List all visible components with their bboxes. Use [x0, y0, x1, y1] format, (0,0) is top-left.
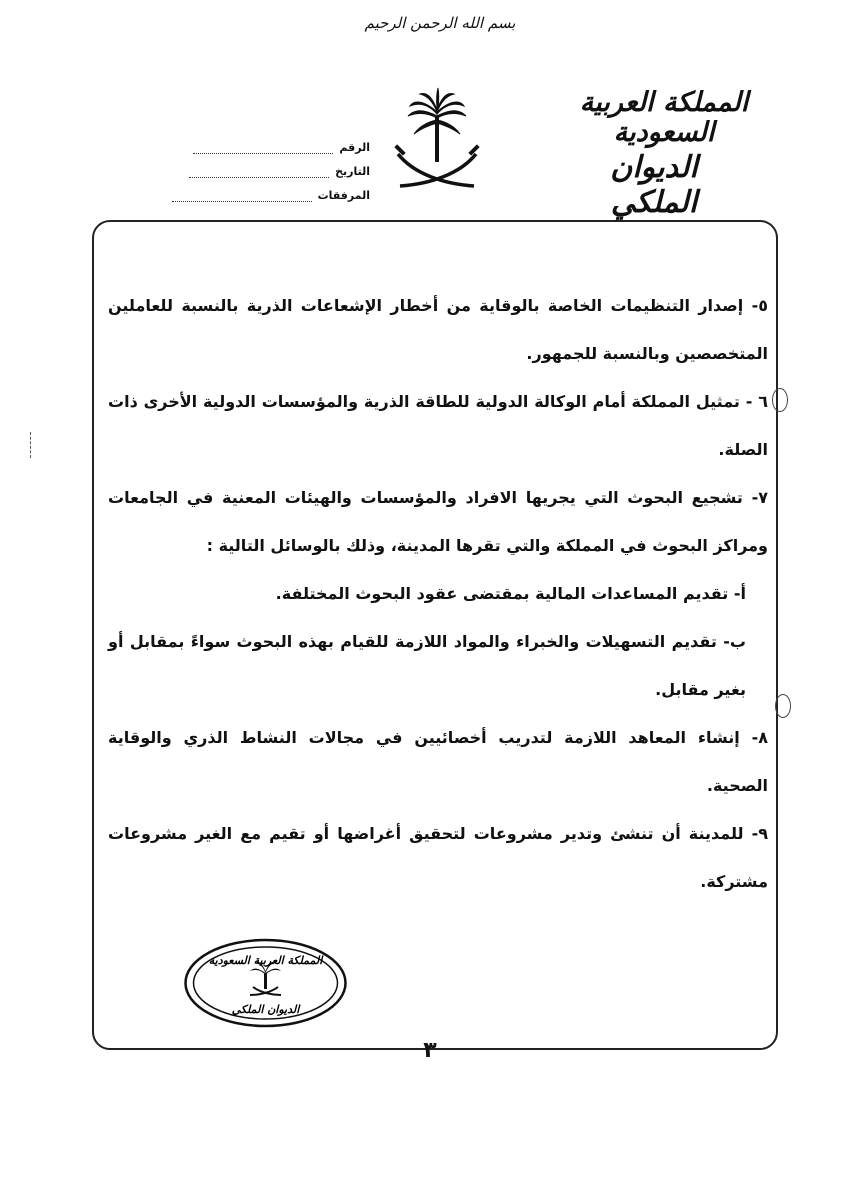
- margin-mark: [30, 432, 33, 458]
- page-number: ٣: [423, 1038, 437, 1063]
- item-8: ٨- إنشاء المعاهد اللازمة لتدريب أخصائيين في مجالات النشاط الذري والوقاية الصحية.: [108, 728, 768, 795]
- binder-hole-icon: [775, 694, 791, 718]
- ref-attachments-row: [120, 178, 370, 202]
- royal-court-title: الديوان الملكي: [610, 150, 698, 220]
- seal-top-text: المملكة العربية السعودية: [208, 954, 323, 967]
- seal-bottom-text: الديوان الملكي: [231, 1003, 300, 1016]
- ref-number-row: [120, 130, 370, 154]
- item-7a: أ- تقديم المساعدات المالية بمقتضى عقود البحوث المختلفة.: [275, 584, 746, 603]
- ref-number-label: الرقم: [339, 141, 370, 154]
- saudi-emblem-icon: [392, 86, 482, 196]
- ref-date-line: [189, 166, 329, 178]
- royal-seal-icon: [183, 937, 348, 1029]
- reference-fields: [120, 130, 370, 202]
- ref-attachments-line: [172, 190, 312, 202]
- document-body: [108, 282, 768, 906]
- item-9: ٩- للمدينة أن تنشئ وتدير مشروعات لتحقيق أغراضها أو تقيم مع الغير مشروعات مشتركة.: [108, 824, 768, 891]
- ref-date-label: التاريخ: [335, 165, 370, 178]
- item-5: ٥- إصدار التنظيمات الخاصة بالوقاية من أخطار الإشعاعات الذرية بالنسبة للعاملين المتخصصين وبالنسبة للجمهور.: [108, 296, 768, 363]
- ref-date-row: [120, 154, 370, 178]
- item-6: ٦ - تمثيل المملكة أمام الوكالة الدولية للطاقة الذرية والمؤسسات الدولية الأخرى ذات الصلة.: [108, 392, 768, 459]
- binder-hole-icon: [772, 388, 788, 412]
- kingdom-title: المملكة العربية السعودية: [579, 87, 749, 148]
- ref-attachments-label: المرفقات: [317, 189, 370, 202]
- item-7b: ب- تقديم التسهيلات والخبراء والمواد اللازمة للقيام بهذه البحوث سواءً بمقابل أو بغير مقابل.: [108, 632, 746, 699]
- basmala: بسم الله الرحمن الرحيم: [364, 14, 516, 32]
- item-7: ٧- تشجيع البحوث التي يجريها الافراد والمؤسسات والهيئات المعنية في الجامعات ومراكز البحوث في المملكة والتي تقرها المدينة، وذلك بالوسائل التالية :: [108, 488, 768, 555]
- ref-number-line: [193, 142, 333, 154]
